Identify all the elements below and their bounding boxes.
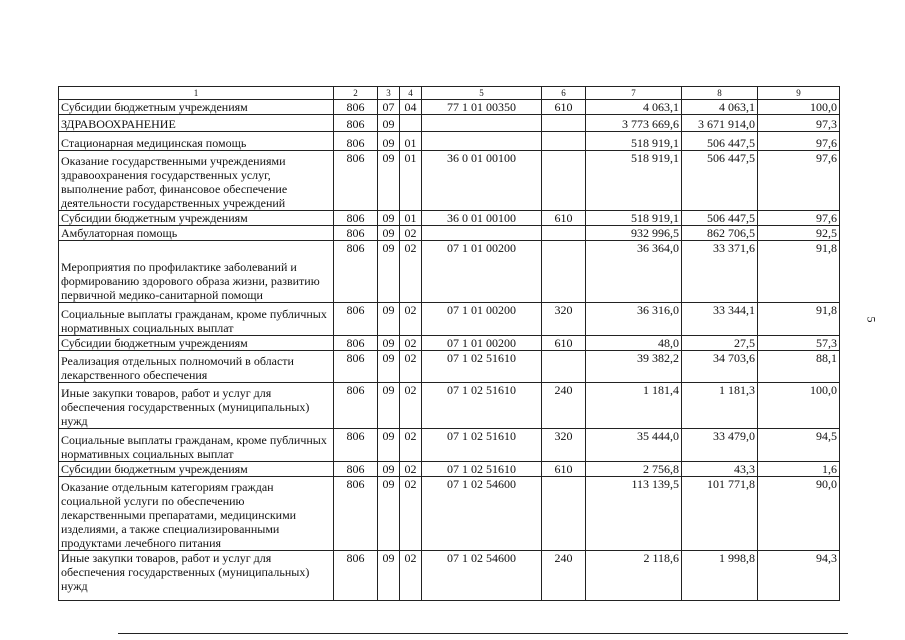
cell-actual: 33 371,6 [682,241,758,303]
cell-ministry: 806 [334,429,378,462]
cell-plan: 518 919,1 [586,211,682,226]
header-cell: 8 [682,87,758,100]
cell-expense-type [542,477,586,551]
cell-subsection: 02 [400,336,422,351]
table-row [59,303,840,336]
cell-subsection: 02 [400,226,422,241]
table-row [59,226,840,241]
cell-percent: 91,8 [758,303,840,336]
cell-actual: 34 703,6 [682,351,758,383]
cell-target: 07 1 01 00200 [422,336,542,351]
cell-ministry: 806 [334,303,378,336]
cell-actual: 27,5 [682,336,758,351]
cell-actual: 33 344,1 [682,303,758,336]
cell-ministry: 806 [334,462,378,477]
cell-section: 09 [378,115,400,132]
cell-ministry: 806 [334,241,378,303]
cell-section: 09 [378,477,400,551]
header-cell: 2 [334,87,378,100]
cell-actual: 33 479,0 [682,429,758,462]
cell-target [422,115,542,132]
cell-percent: 92,5 [758,226,840,241]
cell-expense-type [542,241,586,303]
table-row [59,132,840,151]
cell-section: 09 [378,429,400,462]
cell-percent: 91,8 [758,241,840,303]
header-cell: 9 [758,87,840,100]
header-cell: 4 [400,87,422,100]
cell-percent: 97,3 [758,115,840,132]
cell-actual: 506 447,5 [682,151,758,211]
cell-expense-type: 240 [542,383,586,429]
row-name: Субсидии бюджетным учреждениям [59,211,334,226]
cell-target: 36 0 01 00100 [422,151,542,211]
row-name: ЗДРАВООХРАНЕНИЕ [59,115,334,132]
row-name: Мероприятия по профилактике заболеваний и формированию здорового образа жизни, развитию первичной медико-санитарной помощи [59,241,334,303]
row-name: Оказание отдельным категориям граждан социальной услуги по обеспечению лекарственными препаратами, медицинскими изделиями, а также специализированными продуктами лечебного питания [59,477,334,551]
cell-target: 07 1 02 54600 [422,551,542,601]
header-cell: 3 [378,87,400,100]
table-row [59,429,840,462]
cell-expense-type: 610 [542,100,586,115]
budget-table [58,86,840,601]
cell-section: 07 [378,100,400,115]
row-name: Амбулаторная помощь [59,226,334,241]
cell-subsection: 01 [400,132,422,151]
row-name: Субсидии бюджетным учреждениям [59,100,334,115]
cell-section: 09 [378,226,400,241]
cell-plan: 48,0 [586,336,682,351]
row-name: Реализация отдельных полномочий в области лекарственного обеспечения [59,351,334,383]
cell-percent: 1,6 [758,462,840,477]
row-name: Оказание государственными учреждениями здравоохранения государственных услуг, выполнение работ, финансовое обеспечение деятельности государственных учреждений [59,151,334,211]
table-row [59,151,840,211]
row-name: Субсидии бюджетным учреждениям [59,462,334,477]
cell-plan: 3 773 669,6 [586,115,682,132]
table-row [59,211,840,226]
cell-plan: 4 063,1 [586,100,682,115]
cell-target: 07 1 02 54600 [422,477,542,551]
cell-target: 07 1 01 00200 [422,241,542,303]
cell-plan: 113 139,5 [586,477,682,551]
cell-expense-type: 610 [542,462,586,477]
cell-section: 09 [378,383,400,429]
header-cell: 1 [59,87,334,100]
cell-target: 07 1 02 51610 [422,351,542,383]
cell-subsection: 01 [400,151,422,211]
cell-plan: 35 444,0 [586,429,682,462]
cell-ministry: 806 [334,551,378,601]
row-name: Субсидии бюджетным учреждениям [59,336,334,351]
cell-section: 09 [378,336,400,351]
cell-section: 09 [378,351,400,383]
budget-table-container [58,86,840,601]
cell-target [422,132,542,151]
table-row [59,115,840,132]
row-name: Иные закупки товаров, работ и услуг для обеспечения государственных (муниципальных) нужд [59,551,334,601]
cell-percent: 100,0 [758,383,840,429]
cell-actual: 1 181,3 [682,383,758,429]
cell-expense-type: 610 [542,336,586,351]
cell-expense-type: 320 [542,429,586,462]
cell-target: 77 1 01 00350 [422,100,542,115]
cell-actual: 4 063,1 [682,100,758,115]
cell-actual: 862 706,5 [682,226,758,241]
cell-target: 07 1 02 51610 [422,462,542,477]
cell-section: 09 [378,241,400,303]
cell-section: 09 [378,551,400,601]
cell-subsection: 02 [400,429,422,462]
table-row [59,336,840,351]
cell-expense-type [542,151,586,211]
cell-plan: 2 756,8 [586,462,682,477]
table-row [59,351,840,383]
cell-percent: 97,6 [758,211,840,226]
table-row [59,462,840,477]
cell-plan: 518 919,1 [586,132,682,151]
cell-ministry: 806 [334,477,378,551]
cell-plan: 1 181,4 [586,383,682,429]
row-name: Социальные выплаты гражданам, кроме публичных нормативных социальных выплат [59,303,334,336]
table-row [59,100,840,115]
cell-subsection: 02 [400,477,422,551]
cell-section: 09 [378,303,400,336]
header-cell: 7 [586,87,682,100]
cell-percent: 57,3 [758,336,840,351]
cell-section: 09 [378,462,400,477]
cell-percent: 90,0 [758,477,840,551]
cell-expense-type: 320 [542,303,586,336]
cell-percent: 100,0 [758,100,840,115]
cell-expense-type [542,226,586,241]
cell-ministry: 806 [334,151,378,211]
cell-expense-type [542,132,586,151]
cell-ministry: 806 [334,132,378,151]
cell-ministry: 806 [334,336,378,351]
cell-subsection: 02 [400,351,422,383]
cell-actual: 506 447,5 [682,211,758,226]
cell-ministry: 806 [334,226,378,241]
cell-subsection: 02 [400,303,422,336]
cell-actual: 101 771,8 [682,477,758,551]
cell-subsection: 01 [400,211,422,226]
page-number: 5 [864,316,879,323]
cell-percent: 88,1 [758,351,840,383]
cell-plan: 39 382,2 [586,351,682,383]
cell-plan: 518 919,1 [586,151,682,211]
cell-subsection: 02 [400,551,422,601]
cell-actual: 506 447,5 [682,132,758,151]
cell-subsection: 02 [400,241,422,303]
cell-target: 36 0 01 00100 [422,211,542,226]
cell-actual: 43,3 [682,462,758,477]
table-row [59,383,840,429]
header-cell: 6 [542,87,586,100]
cell-plan: 932 996,5 [586,226,682,241]
cell-percent: 94,5 [758,429,840,462]
cell-ministry: 806 [334,211,378,226]
cell-percent: 97,6 [758,132,840,151]
cell-target: 07 1 02 51610 [422,383,542,429]
cell-section: 09 [378,211,400,226]
header-row [59,87,840,100]
cell-subsection: 02 [400,462,422,477]
cell-target: 07 1 01 00200 [422,303,542,336]
cell-section: 09 [378,132,400,151]
cell-ministry: 806 [334,115,378,132]
cell-expense-type: 240 [542,551,586,601]
cell-subsection [400,115,422,132]
row-name: Стационарная медицинская помощь [59,132,334,151]
cell-ministry: 806 [334,383,378,429]
row-name: Социальные выплаты гражданам, кроме публичных нормативных социальных выплат [59,429,334,462]
row-name: Иные закупки товаров, работ и услуг для обеспечения государственных (муниципальных) нужд [59,383,334,429]
cell-expense-type: 610 [542,211,586,226]
cell-target [422,226,542,241]
header-cell: 5 [422,87,542,100]
cell-subsection: 04 [400,100,422,115]
cell-subsection: 02 [400,383,422,429]
table-row [59,241,840,303]
table-row [59,477,840,551]
cell-percent: 97,6 [758,151,840,211]
cell-actual: 1 998,8 [682,551,758,601]
cell-expense-type [542,115,586,132]
table-row [59,551,840,601]
cell-actual: 3 671 914,0 [682,115,758,132]
cell-plan: 36 364,0 [586,241,682,303]
cell-percent: 94,3 [758,551,840,601]
page-bottom-divider [118,633,848,634]
cell-ministry: 806 [334,351,378,383]
cell-target: 07 1 02 51610 [422,429,542,462]
cell-expense-type [542,351,586,383]
cell-ministry: 806 [334,100,378,115]
cell-plan: 2 118,6 [586,551,682,601]
cell-section: 09 [378,151,400,211]
cell-plan: 36 316,0 [586,303,682,336]
